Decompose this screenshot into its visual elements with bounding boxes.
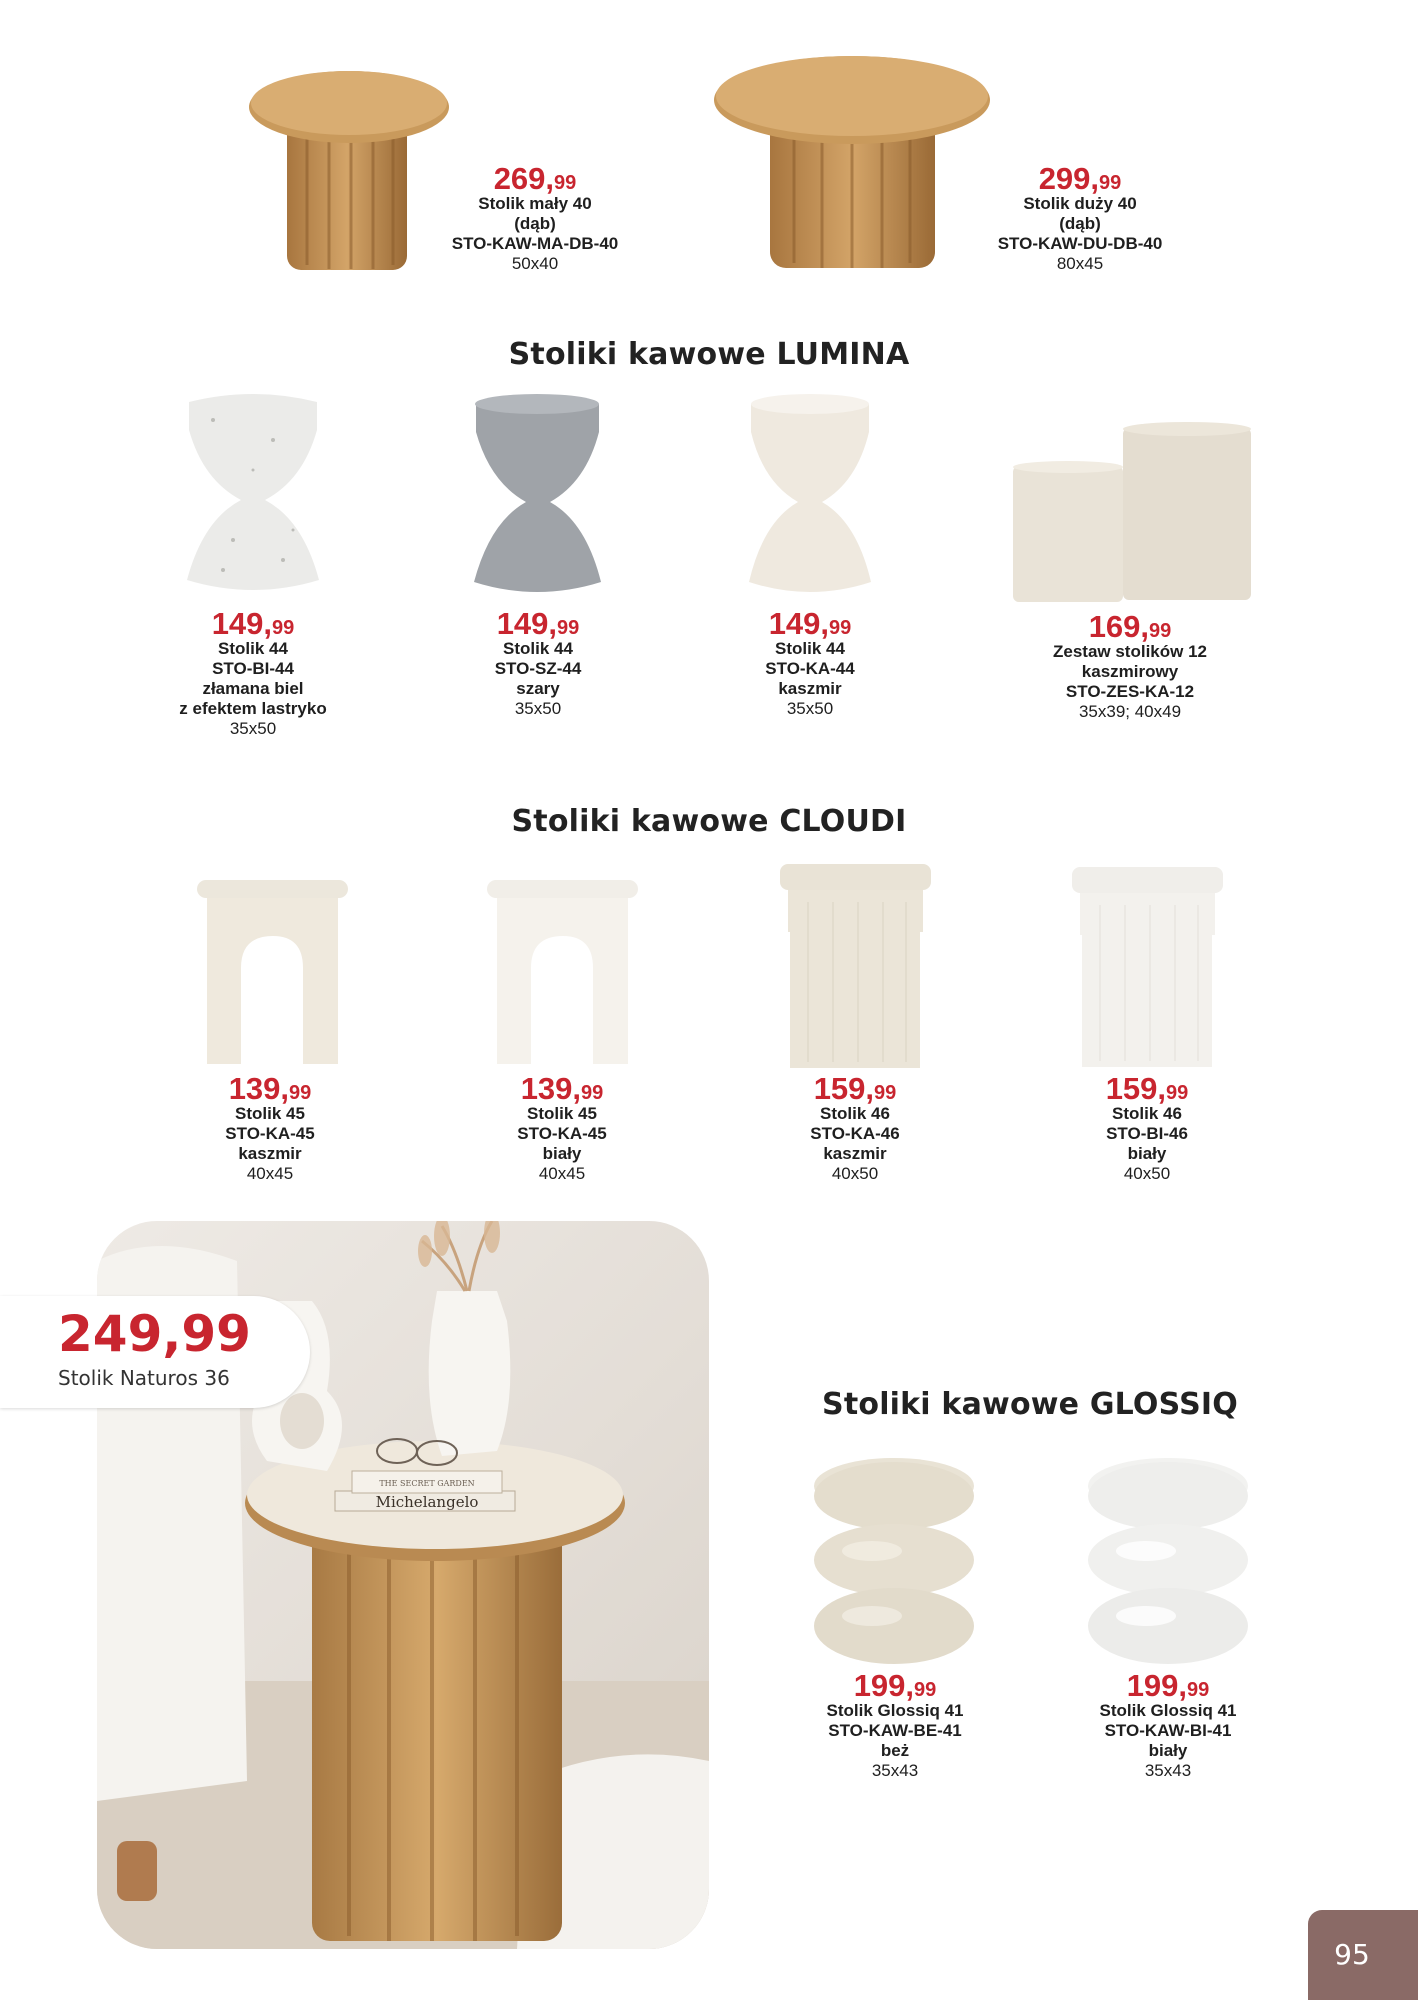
price: 159,99 [813, 1071, 897, 1106]
product-name: Stolik 45 [235, 1104, 305, 1123]
lumina-stool-cashmere-image [745, 392, 875, 602]
product-color: biały [1148, 1741, 1188, 1760]
product-code: STO-KAW-BI-41 [1104, 1721, 1232, 1740]
featured-product-name: Stolik Naturos 36 [58, 1366, 230, 1390]
product-code: STO-KAW-DU-DB-40 [997, 234, 1163, 253]
product-code: STO-KA-45 [225, 1124, 315, 1143]
product-name: Stolik 44 [503, 639, 573, 658]
lumina-stool-terrazzo-image [183, 390, 323, 600]
product-color: kaszmir [238, 1144, 302, 1163]
product-name: Stolik 46 [820, 1104, 890, 1123]
product-name: Stolik Glossiq 41 [826, 1701, 964, 1720]
book-title-secret-garden: THE SECRET GARDEN [379, 1479, 475, 1488]
product-finish: z efektem lastryko [179, 699, 327, 718]
product-code: STO-KA-45 [517, 1124, 607, 1143]
product-lumina-cashmere [710, 608, 910, 719]
product-color: biały [542, 1144, 582, 1163]
glossiq-white-image [1086, 1456, 1251, 1668]
product-name: Stolik 46 [1112, 1104, 1182, 1123]
product-name: Zestaw stolików 12 [1053, 642, 1207, 661]
product-cloudi-46-cashmere [755, 1073, 955, 1184]
featured-price: 249,99 [58, 1305, 251, 1363]
section-title-lumina: Stoliki kawowe LUMINA [508, 337, 910, 372]
product-dimensions: 35x43 [871, 1761, 919, 1780]
price: 199,99 [853, 1668, 937, 1703]
product-name: Stolik duży 40 [1023, 194, 1137, 213]
product-dimensions: 35x43 [1144, 1761, 1192, 1780]
product-code: STO-BI-46 [1106, 1124, 1188, 1143]
product-color: beż [880, 1741, 910, 1760]
product-code: STO-KAW-BE-41 [828, 1721, 962, 1740]
price: 159,99 [1105, 1071, 1189, 1106]
lumina-nesting-set-image [1005, 420, 1260, 605]
product-name: Stolik Glossiq 41 [1099, 1701, 1237, 1720]
price: 299,99 [1038, 161, 1122, 196]
price: 149,99 [211, 606, 295, 641]
page-number-badge [1308, 1910, 1418, 2000]
product-color: złamana biel [202, 679, 304, 698]
cloudi-45-cashmere-image [195, 878, 350, 1068]
book-title-michelangelo: Michelangelo [375, 1493, 479, 1511]
small-oak-table-image [245, 65, 455, 275]
product-dimensions: 35x50 [229, 719, 277, 738]
large-oak-table-image [712, 48, 992, 273]
product-variant: (dąb) [514, 214, 556, 233]
section-title-glossiq: Stoliki kawowe GLOSSIQ [822, 1387, 1238, 1422]
price: 149,99 [768, 606, 852, 641]
product-glossiq-white [1068, 1670, 1268, 1781]
cloudi-46-cashmere-image [778, 862, 933, 1072]
product-name: Stolik mały 40 [478, 194, 592, 213]
product-dimensions: 50x40 [511, 254, 559, 273]
product-color: biały [1127, 1144, 1167, 1163]
product-cloudi-45-white [462, 1073, 662, 1184]
product-lumina-set [1005, 611, 1255, 722]
glossiq-beige-image [812, 1456, 977, 1668]
price: 149,99 [496, 606, 580, 641]
price: 139,99 [520, 1071, 604, 1106]
product-dimensions: 40x50 [1123, 1164, 1171, 1183]
product-color: kaszmir [823, 1144, 887, 1163]
featured-price-badge [0, 1296, 310, 1408]
product-name: Stolik 45 [527, 1104, 597, 1123]
product-lumina-grey [438, 608, 638, 719]
product-code: STO-KAW-MA-DB-40 [451, 234, 619, 253]
product-code: STO-ZES-KA-12 [1065, 682, 1195, 701]
price: 199,99 [1126, 1668, 1210, 1703]
price: 269,99 [493, 161, 577, 196]
product-color: kaszmir [778, 679, 842, 698]
product-color: szary [516, 679, 560, 698]
product-code: STO-SZ-44 [494, 659, 582, 678]
price: 139,99 [228, 1071, 312, 1106]
product-glossiq-beige [795, 1670, 995, 1781]
product-code: STO-KA-44 [765, 659, 855, 678]
product-name: Stolik 44 [218, 639, 288, 658]
price: 169,99 [1088, 609, 1172, 644]
lumina-stool-grey-image [470, 392, 605, 602]
product-cloudi-46-white [1047, 1073, 1247, 1184]
product-color: kaszmirowy [1081, 662, 1179, 681]
product-code: STO-KA-46 [810, 1124, 900, 1143]
product-lumina-terrazzo [153, 608, 353, 739]
product-cloudi-45-cashmere [170, 1073, 370, 1184]
product-large-oak-table [975, 163, 1185, 274]
product-variant: (dąb) [1059, 214, 1101, 233]
cloudi-46-white-image [1070, 865, 1225, 1070]
section-title-cloudi: Stoliki kawowe CLOUDI [511, 804, 907, 839]
product-dimensions: 35x50 [786, 699, 834, 718]
page-number: 95 [1334, 1938, 1370, 1971]
cloudi-45-white-image [485, 878, 640, 1068]
product-dimensions: 80x45 [1056, 254, 1104, 273]
product-small-oak-table [430, 163, 640, 274]
product-dimensions: 40x50 [831, 1164, 879, 1183]
product-dimensions: 35x39; 40x49 [1078, 702, 1182, 721]
product-dimensions: 40x45 [246, 1164, 294, 1183]
product-dimensions: 35x50 [514, 699, 562, 718]
product-code: STO-BI-44 [212, 659, 294, 678]
product-name: Stolik 44 [775, 639, 845, 658]
product-dimensions: 40x45 [538, 1164, 586, 1183]
